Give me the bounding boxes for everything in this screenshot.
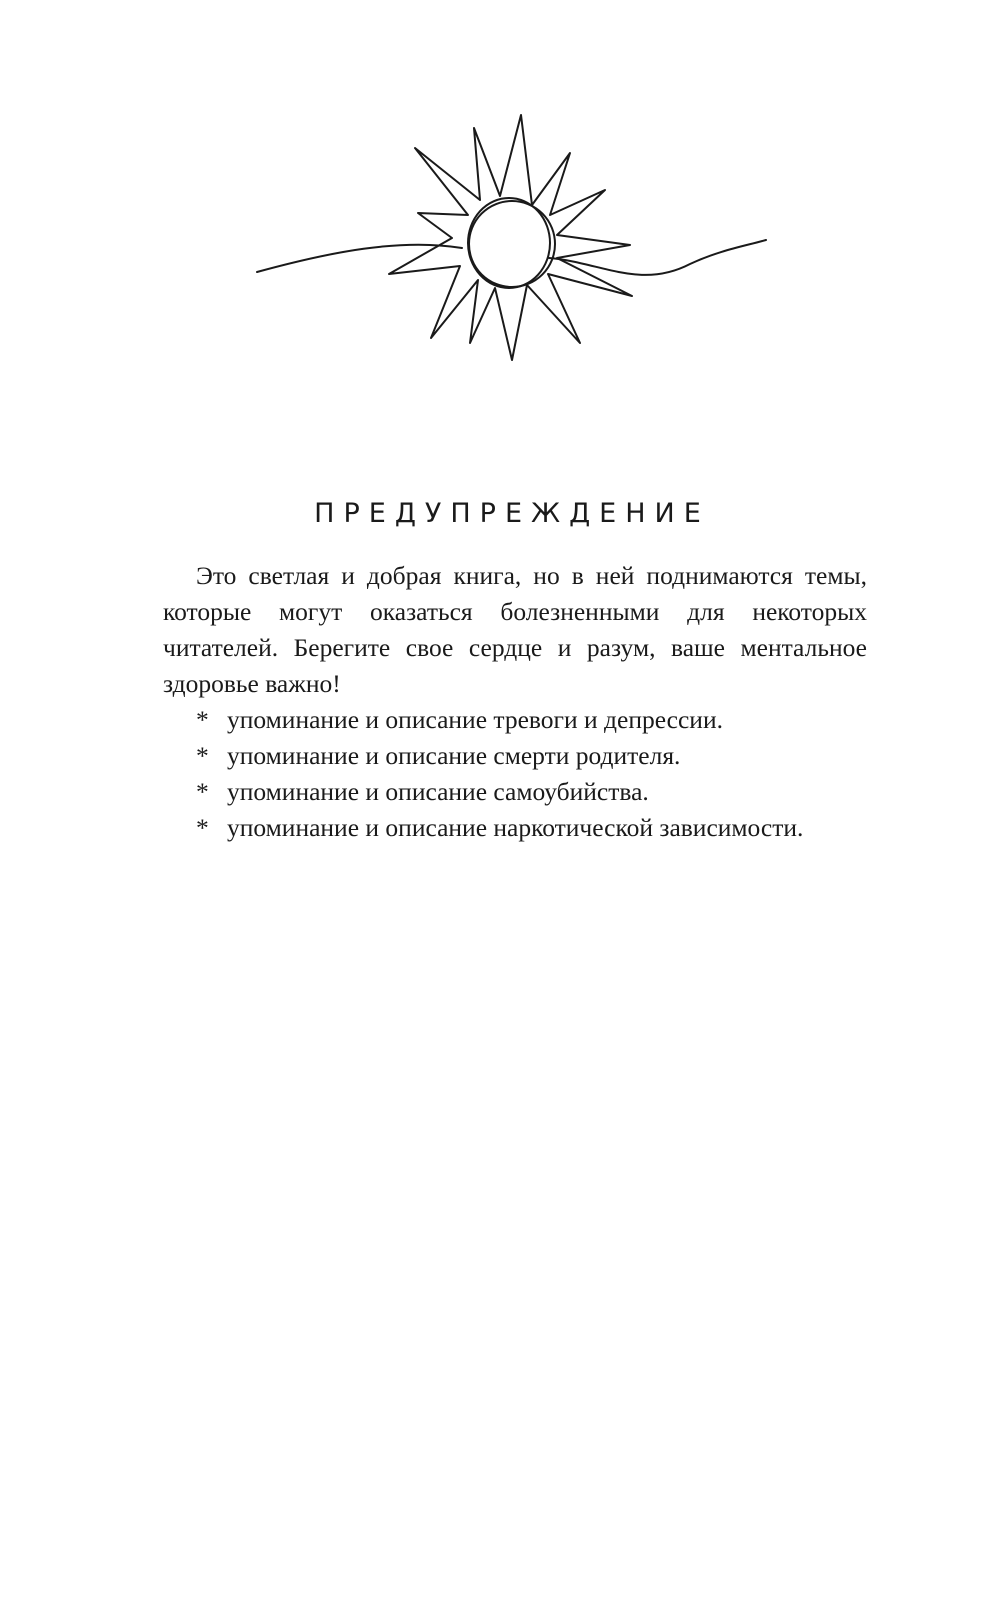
list-item [163,738,867,774]
sun-icon [240,100,800,380]
warning-intro-paragraph: Это светлая и добрая книга, но в ней поднимаются темы, которые могут оказаться болезненными для некоторых читателей. Берегите свое сердце и разум, ваше ментальное здоровье важно! [163,561,867,698]
list-item [163,810,867,846]
page-title: ПРЕДУПРЕЖДЕНИЕ [314,498,710,529]
list-item-text: упоминание и описание тревоги и депрессии. [227,705,723,734]
list-item-text: упоминание и описание смерти родителя. [227,741,681,770]
list-item [163,774,867,810]
warning-body [163,558,867,846]
bullet-asterisk: * [196,813,209,842]
bullet-asterisk: * [196,741,209,770]
trigger-list [163,702,867,846]
list-item-text: упоминание и описание наркотической зависимости. [227,813,804,842]
list-item-text: упоминание и описание самоубийства. [227,777,649,806]
sun-illustration [240,100,800,380]
list-item [163,702,867,738]
bullet-asterisk: * [196,705,209,734]
bullet-asterisk: * [196,777,209,806]
